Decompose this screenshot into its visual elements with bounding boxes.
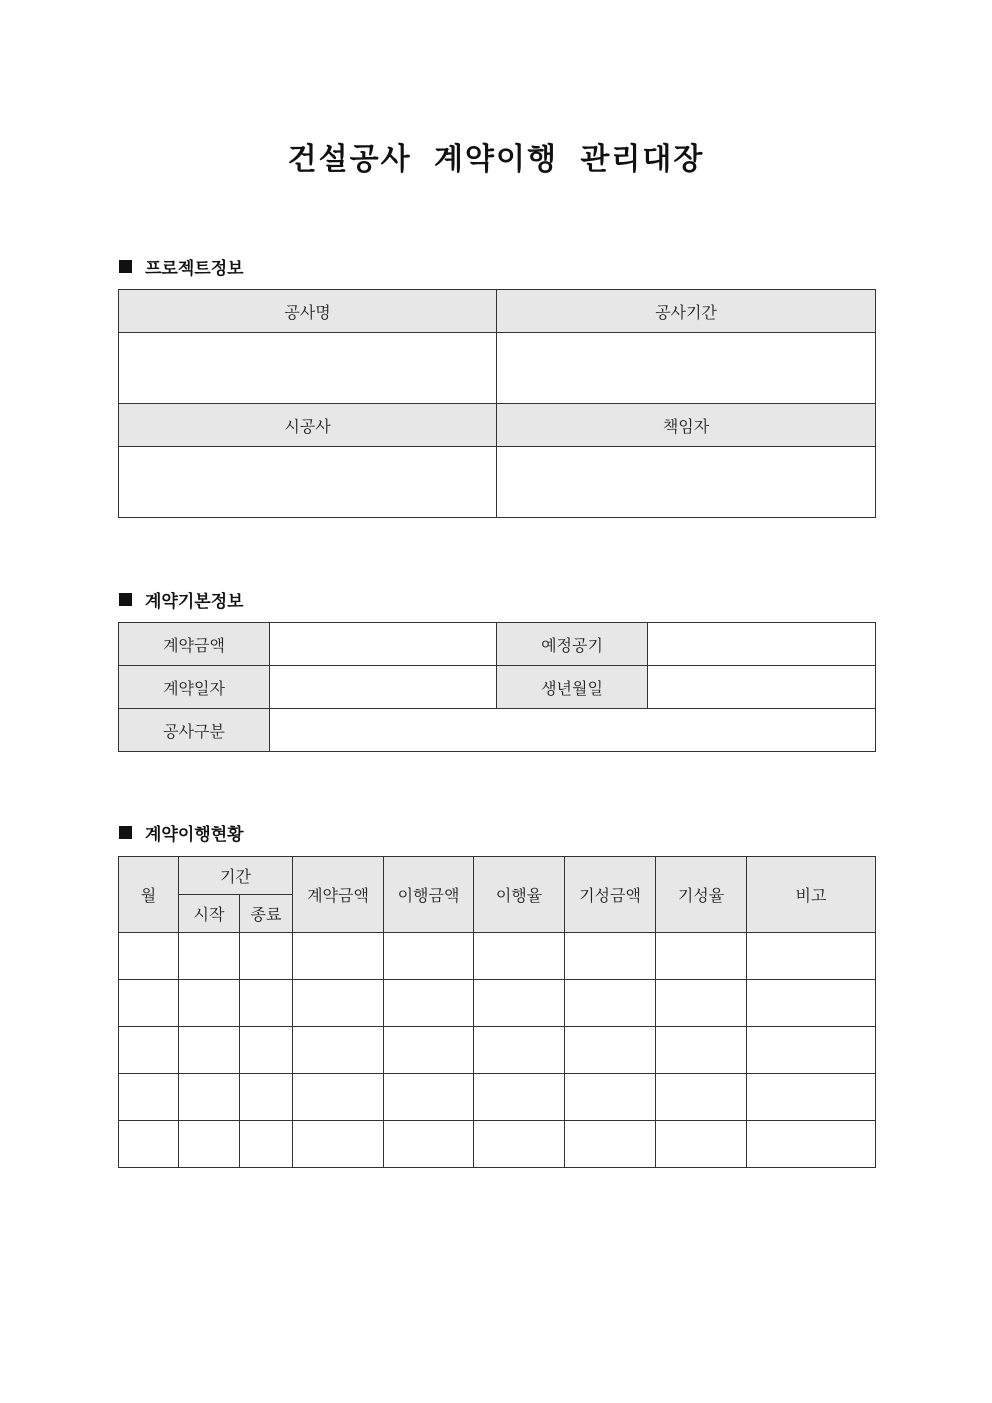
- section-heading-performance: [119, 820, 244, 845]
- table-cell[interactable]: [179, 933, 240, 980]
- table-cell[interactable]: [747, 933, 876, 980]
- contract-date-field[interactable]: [270, 666, 497, 709]
- planned-duration-field[interactable]: [648, 623, 876, 666]
- work-type-field[interactable]: [270, 709, 876, 752]
- section-title: 프로젝트정보: [145, 259, 244, 279]
- table-cell[interactable]: [474, 980, 565, 1027]
- table-cell[interactable]: [293, 980, 384, 1027]
- birth-date-field[interactable]: [648, 666, 876, 709]
- table-cell[interactable]: [747, 1121, 876, 1168]
- table-cell[interactable]: [240, 980, 293, 1027]
- table-cell[interactable]: [656, 1027, 747, 1074]
- header-start: 시작: [179, 895, 240, 933]
- table-cell[interactable]: [474, 1121, 565, 1168]
- table-cell[interactable]: [179, 980, 240, 1027]
- section-heading-contract: [119, 587, 244, 612]
- header-month: 월: [119, 857, 179, 933]
- contractor-field[interactable]: [119, 447, 497, 518]
- label-project-period: 공사기간: [497, 290, 876, 333]
- table-row: [119, 980, 876, 1027]
- table-row: [119, 1027, 876, 1074]
- table-cell[interactable]: [240, 1074, 293, 1121]
- table-cell[interactable]: [474, 1074, 565, 1121]
- performance-table: [118, 856, 876, 1168]
- table-cell[interactable]: [240, 1027, 293, 1074]
- table-cell[interactable]: [565, 1121, 656, 1168]
- table-cell[interactable]: [179, 1074, 240, 1121]
- table-cell[interactable]: [384, 933, 474, 980]
- table-row: [119, 1074, 876, 1121]
- table-row: [119, 1121, 876, 1168]
- table-cell[interactable]: [119, 980, 179, 1027]
- table-cell[interactable]: [179, 1121, 240, 1168]
- table-cell[interactable]: [656, 1074, 747, 1121]
- table-cell[interactable]: [179, 1027, 240, 1074]
- header-performance-rate: 이행율: [474, 857, 565, 933]
- table-cell[interactable]: [747, 1027, 876, 1074]
- table-cell[interactable]: [747, 980, 876, 1027]
- square-bullet-icon: [119, 260, 132, 273]
- table-cell[interactable]: [119, 1027, 179, 1074]
- table-cell[interactable]: [384, 980, 474, 1027]
- label-contractor: 시공사: [119, 404, 497, 447]
- table-cell[interactable]: [119, 1121, 179, 1168]
- table-cell[interactable]: [474, 933, 565, 980]
- table-cell[interactable]: [119, 933, 179, 980]
- label-manager: 책임자: [497, 404, 876, 447]
- table-cell[interactable]: [565, 1074, 656, 1121]
- table-cell[interactable]: [565, 980, 656, 1027]
- table-cell[interactable]: [293, 1074, 384, 1121]
- project-period-field[interactable]: [497, 333, 876, 404]
- table-cell[interactable]: [656, 980, 747, 1027]
- table-cell[interactable]: [240, 933, 293, 980]
- section-heading-project: [119, 254, 244, 279]
- table-cell[interactable]: [565, 1027, 656, 1074]
- header-period: 기간: [179, 857, 293, 895]
- table-cell[interactable]: [747, 1074, 876, 1121]
- header-end: 종료: [240, 895, 293, 933]
- table-cell[interactable]: [474, 1027, 565, 1074]
- table-cell[interactable]: [293, 933, 384, 980]
- section-title: 계약이행현황: [145, 825, 244, 845]
- square-bullet-icon: [119, 593, 132, 606]
- table-cell[interactable]: [656, 1121, 747, 1168]
- table-cell[interactable]: [119, 1074, 179, 1121]
- table-cell[interactable]: [565, 933, 656, 980]
- table-cell[interactable]: [384, 1027, 474, 1074]
- table-cell[interactable]: [293, 1121, 384, 1168]
- label-contract-amount: 계약금액: [119, 623, 270, 666]
- header-contract-amount: 계약금액: [293, 857, 384, 933]
- table-cell[interactable]: [240, 1121, 293, 1168]
- project-info-table: [118, 289, 876, 518]
- header-remarks: 비고: [747, 857, 876, 933]
- label-contract-date: 계약일자: [119, 666, 270, 709]
- section-title: 계약기본정보: [145, 592, 244, 612]
- page-title: 건설공사 계약이행 관리대장: [287, 142, 705, 177]
- table-row: [119, 933, 876, 980]
- header-progress-amount: 기성금액: [565, 857, 656, 933]
- label-birth-date: 생년월일: [497, 666, 648, 709]
- label-work-type: 공사구분: [119, 709, 270, 752]
- table-cell[interactable]: [293, 1027, 384, 1074]
- contract-amount-field[interactable]: [270, 623, 497, 666]
- table-cell[interactable]: [384, 1074, 474, 1121]
- square-bullet-icon: [119, 826, 132, 839]
- label-planned-duration: 예정공기: [497, 623, 648, 666]
- contract-info-table: [118, 622, 876, 752]
- project-name-field[interactable]: [119, 333, 497, 404]
- table-cell[interactable]: [656, 933, 747, 980]
- label-project-name: 공사명: [119, 290, 497, 333]
- table-cell[interactable]: [384, 1121, 474, 1168]
- header-performed-amount: 이행금액: [384, 857, 474, 933]
- header-progress-rate: 기성율: [656, 857, 747, 933]
- manager-field[interactable]: [497, 447, 876, 518]
